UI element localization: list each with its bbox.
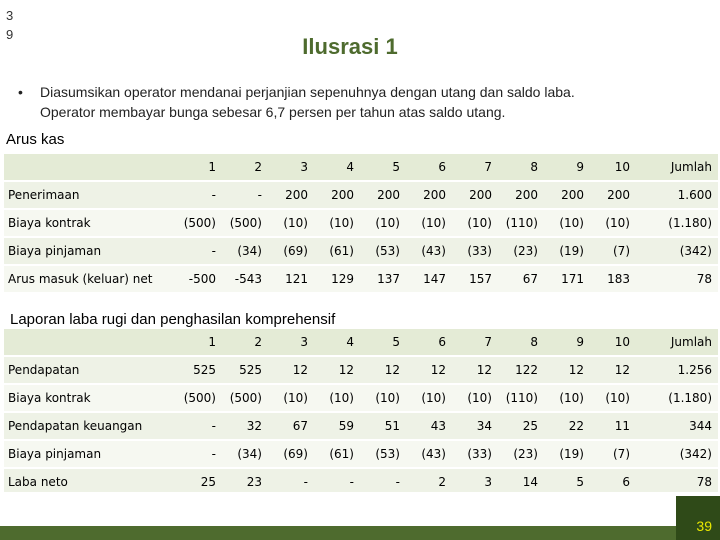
header-cell: 10	[590, 154, 636, 181]
header-cell: 9	[544, 154, 590, 181]
value-cell: (10)	[360, 384, 406, 412]
value-cell: -	[314, 468, 360, 496]
value-cell: 2	[406, 468, 452, 496]
header-cell: 1	[176, 154, 222, 181]
header-cell: 1	[176, 329, 222, 356]
value-cell: -543	[222, 265, 268, 293]
value-cell: 1.600	[636, 181, 718, 209]
header-cell: 2	[222, 329, 268, 356]
bullet-line: Operator membayar bunga sebesar 6,7 persen per tahun atas saldo utang.	[40, 104, 506, 120]
value-cell: (61)	[314, 440, 360, 468]
row-label: Pendapatan	[4, 356, 176, 384]
value-cell: (10)	[544, 209, 590, 237]
row-label: Biaya kontrak	[4, 209, 176, 237]
value-cell: -	[176, 181, 222, 209]
value-cell: -	[176, 412, 222, 440]
value-cell: (61)	[314, 237, 360, 265]
row-label: Biaya pinjaman	[4, 440, 176, 468]
value-cell: 200	[498, 181, 544, 209]
table-row	[4, 237, 718, 265]
value-cell: (1.180)	[636, 209, 718, 237]
value-cell: 525	[222, 356, 268, 384]
value-cell: (43)	[406, 440, 452, 468]
value-cell: 147	[406, 265, 452, 293]
value-cell: (10)	[314, 384, 360, 412]
value-cell: 12	[406, 356, 452, 384]
value-cell: (43)	[406, 237, 452, 265]
value-cell: 12	[544, 356, 590, 384]
value-cell: 200	[452, 181, 498, 209]
value-cell: 22	[544, 412, 590, 440]
value-cell: -	[360, 468, 406, 496]
value-cell: -	[176, 440, 222, 468]
row-label: Laba neto	[4, 468, 176, 496]
value-cell: 344	[636, 412, 718, 440]
value-cell: 67	[498, 265, 544, 293]
value-cell: 200	[268, 181, 314, 209]
income-statement-table	[4, 329, 718, 497]
value-cell: (500)	[176, 209, 222, 237]
value-cell: (69)	[268, 237, 314, 265]
row-label: Biaya pinjaman	[4, 237, 176, 265]
header-cell: 2	[222, 154, 268, 181]
header-cell: 9	[544, 329, 590, 356]
value-cell: 200	[360, 181, 406, 209]
bullet-dot-icon: •	[18, 84, 23, 100]
value-cell: (69)	[268, 440, 314, 468]
value-cell: (7)	[590, 440, 636, 468]
value-cell: 3	[452, 468, 498, 496]
value-cell: 129	[314, 265, 360, 293]
table-row	[4, 356, 718, 384]
value-cell: 32	[222, 412, 268, 440]
value-cell: (110)	[498, 384, 544, 412]
corner-digit: 9	[6, 27, 14, 42]
income-statement-heading: Laporan laba rugi dan penghasilan komprehensif	[10, 311, 336, 328]
value-cell: 25	[498, 412, 544, 440]
value-cell: (10)	[544, 384, 590, 412]
value-cell: (34)	[222, 440, 268, 468]
table-row	[4, 384, 718, 412]
header-cell: 7	[452, 329, 498, 356]
bullet-text	[40, 82, 708, 122]
value-cell: (23)	[498, 440, 544, 468]
value-cell: (10)	[406, 384, 452, 412]
table-row	[4, 209, 718, 237]
value-cell: -	[176, 237, 222, 265]
value-cell: (19)	[544, 440, 590, 468]
value-cell: 121	[268, 265, 314, 293]
header-cell: 6	[406, 154, 452, 181]
value-cell: (7)	[590, 237, 636, 265]
value-cell: (500)	[222, 209, 268, 237]
value-cell: (10)	[452, 384, 498, 412]
value-cell: (10)	[452, 209, 498, 237]
header-cell-blank	[4, 329, 176, 356]
row-label: Arus masuk (keluar) net	[4, 265, 176, 293]
row-label: Biaya kontrak	[4, 384, 176, 412]
value-cell: (10)	[360, 209, 406, 237]
value-cell: 183	[590, 265, 636, 293]
value-cell: (33)	[452, 237, 498, 265]
cashflow-heading: Arus kas	[6, 131, 65, 148]
page-number: 39	[696, 518, 712, 534]
footer	[0, 492, 720, 540]
header-cell: 10	[590, 329, 636, 356]
value-cell: (500)	[222, 384, 268, 412]
value-cell: (110)	[498, 209, 544, 237]
value-cell: 122	[498, 356, 544, 384]
value-cell: 12	[360, 356, 406, 384]
value-cell: 157	[452, 265, 498, 293]
corner-digit: 3	[6, 8, 14, 23]
header-cell: 8	[498, 329, 544, 356]
value-cell: (10)	[268, 384, 314, 412]
header-cell: 7	[452, 154, 498, 181]
header-cell: 6	[406, 329, 452, 356]
row-label: Penerimaan	[4, 181, 176, 209]
value-cell: 51	[360, 412, 406, 440]
value-cell: (342)	[636, 440, 718, 468]
header-cell: Jumlah	[636, 154, 718, 181]
value-cell: 78	[636, 265, 718, 293]
header-cell: 4	[314, 154, 360, 181]
value-cell: 11	[590, 412, 636, 440]
value-cell: (33)	[452, 440, 498, 468]
value-cell: 12	[452, 356, 498, 384]
value-cell: (53)	[360, 440, 406, 468]
header-cell: 3	[268, 329, 314, 356]
value-cell: -	[268, 468, 314, 496]
value-cell: 200	[590, 181, 636, 209]
header-cell: 3	[268, 154, 314, 181]
value-cell: -500	[176, 265, 222, 293]
table-header-row	[4, 154, 718, 181]
value-cell: 137	[360, 265, 406, 293]
header-cell: 5	[360, 329, 406, 356]
value-cell: (23)	[498, 237, 544, 265]
value-cell: (342)	[636, 237, 718, 265]
value-cell: (500)	[176, 384, 222, 412]
value-cell: 200	[406, 181, 452, 209]
bullet-line: Diasumsikan operator mendanai perjanjian sepenuhnya dengan utang dan saldo laba.	[40, 84, 575, 100]
value-cell: 6	[590, 468, 636, 496]
header-cell: 4	[314, 329, 360, 356]
value-cell: (10)	[406, 209, 452, 237]
value-cell: 5	[544, 468, 590, 496]
table-row	[4, 265, 718, 293]
value-cell: 200	[544, 181, 590, 209]
value-cell: 171	[544, 265, 590, 293]
header-cell: Jumlah	[636, 329, 718, 356]
value-cell: 1.256	[636, 356, 718, 384]
table-row	[4, 181, 718, 209]
header-cell: 5	[360, 154, 406, 181]
footer-strip	[0, 526, 720, 540]
value-cell: 34	[452, 412, 498, 440]
cashflow-table	[4, 154, 718, 294]
value-cell: (10)	[314, 209, 360, 237]
row-label: Pendapatan keuangan	[4, 412, 176, 440]
value-cell: 23	[222, 468, 268, 496]
value-cell: 59	[314, 412, 360, 440]
value-cell: 525	[176, 356, 222, 384]
table-row	[4, 412, 718, 440]
header-cell-blank	[4, 154, 176, 181]
header-cell: 8	[498, 154, 544, 181]
value-cell: 12	[590, 356, 636, 384]
value-cell: 67	[268, 412, 314, 440]
value-cell: 78	[636, 468, 718, 496]
table-header-row	[4, 329, 718, 356]
value-cell: (10)	[590, 209, 636, 237]
value-cell: (19)	[544, 237, 590, 265]
value-cell: 12	[314, 356, 360, 384]
value-cell: (53)	[360, 237, 406, 265]
value-cell: 12	[268, 356, 314, 384]
table-row	[4, 440, 718, 468]
value-cell: (10)	[590, 384, 636, 412]
bullet-paragraph	[18, 82, 708, 122]
value-cell: 14	[498, 468, 544, 496]
value-cell: 200	[314, 181, 360, 209]
value-cell: 43	[406, 412, 452, 440]
value-cell: (10)	[268, 209, 314, 237]
value-cell: (1.180)	[636, 384, 718, 412]
value-cell: -	[222, 181, 268, 209]
value-cell: 25	[176, 468, 222, 496]
value-cell: (34)	[222, 237, 268, 265]
slide-title: Ilusrasi 1	[302, 34, 398, 59]
